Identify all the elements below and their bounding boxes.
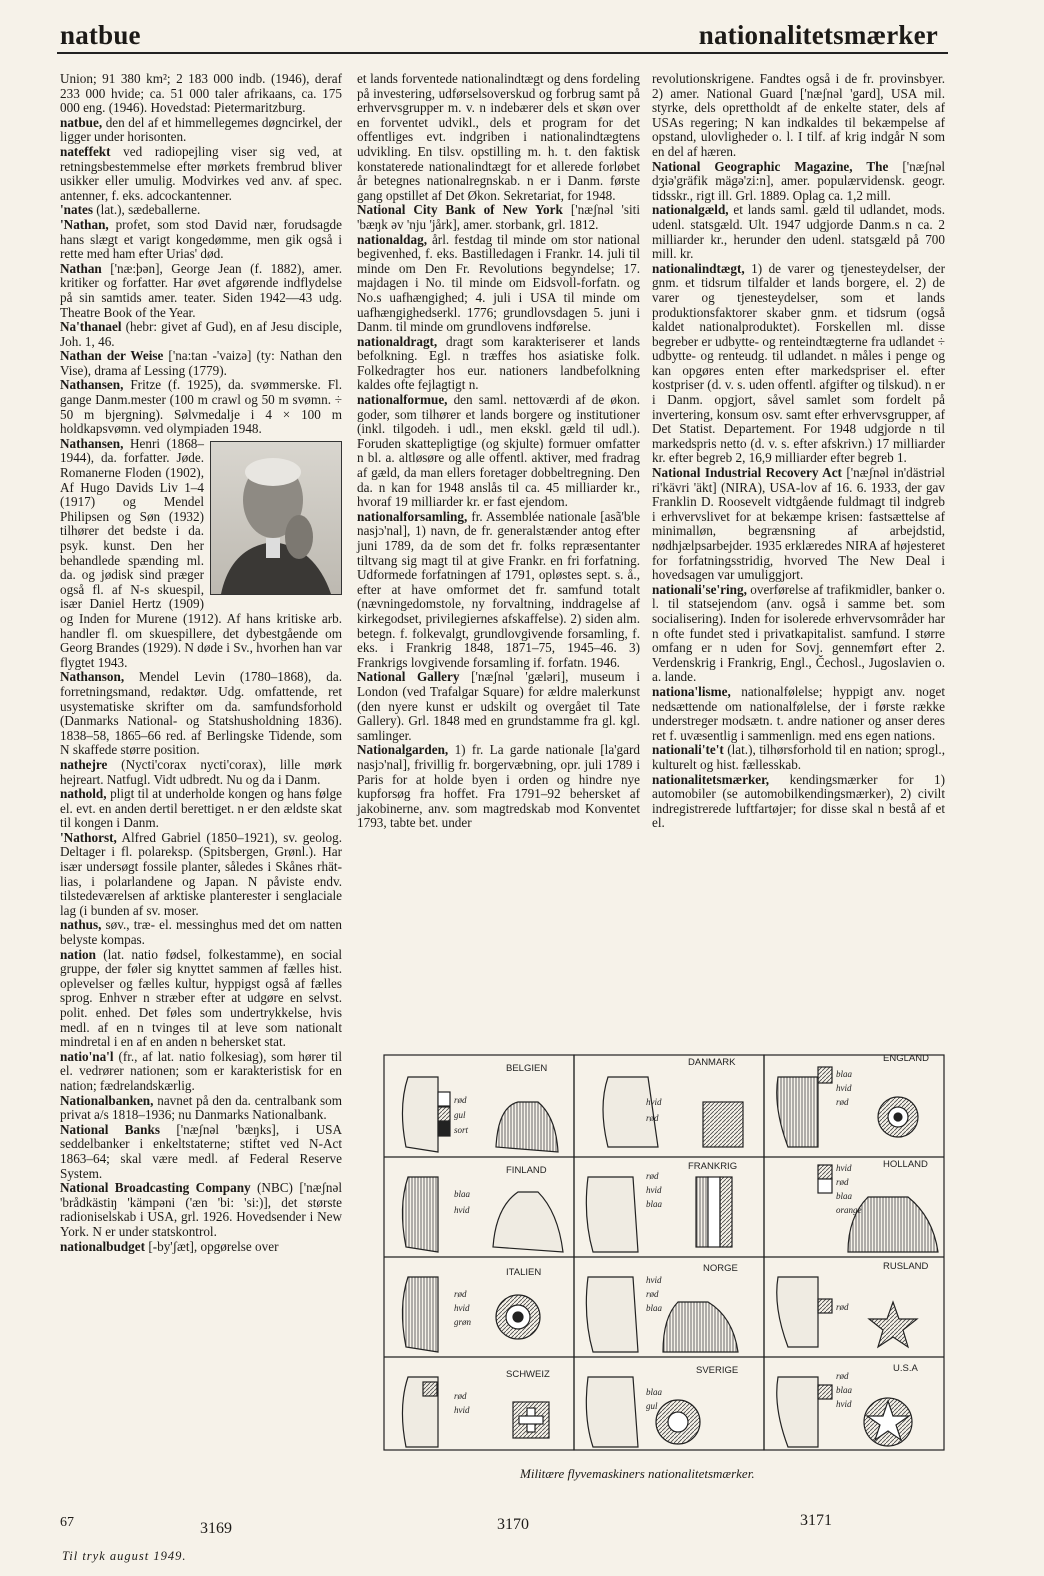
entry-headword: Nathanson, <box>60 669 125 685</box>
header-rule <box>57 52 948 54</box>
entry-text: ['næʃnəl 'bæŋks], i USA seddelbanker i enkeltstaterne; stiftet ved N-Act 1863–64; skal være medl. af Federal Reserve System. <box>60 1121 342 1181</box>
entry-text: ['næʃnəl in'dästriəl ri'kävri 'äkt] (NIRA), USA-lov af 16. 6. 1933, der gav Franklin D. Roosevelt vidtgående fuldmagt til indgreb i erhvervslivet for at bekæmpe krisen: fastsættelse af minimalløn, begrænsning af arbejdstid, nødhjælpsarbejder. 1935 erklæredes NIRA af højesteret for forfatningsstridig, hvorved The New Deal i hovedsagen var umuliggjort. <box>652 465 945 583</box>
entry-headword: Nathan der Weise <box>60 348 164 364</box>
entry-headword: 'Nathan, <box>60 216 109 232</box>
color-italien-3: grøn <box>454 1317 472 1327</box>
entry-text: 1) fr. La garde nationale [la'gard nasjɔ'nal], frivillig fr. borgervæbning, opr. juli 1789 i Paris for at holde byen i orden og hindre nye kupforsøg fra hoffet. Fra 1791–92 behersket af jakobinerne, anv. som magtredskab mod Konventet 1793, tabte bet. under <box>357 742 640 831</box>
color-holland-1: hvid <box>836 1163 852 1173</box>
entry-text: (NBC) ['næʃnəl 'brådkästiŋ 'kämpəni ('æn 'bi: 'si:)], det største radioniselskab i USA, grl. 1926. Hovedsender i New York. N er under statskontrol. <box>60 1180 342 1239</box>
dictionary-entry <box>60 670 342 758</box>
entry-text: Alfred Gabriel (1850–1921), sv. geolog. Deltager i fl. polareksp. (Spitsbergen, Grønl.). Har især undersøgt fossile planter, således i Skånes rhät-lias, i polarlandene og Japan. N påviste endv. tilstedeværelsen af arktiske planterester i senglaciale lag (i bunden af sv. moser. <box>60 829 342 918</box>
label-usa: U.S.A <box>893 1363 918 1374</box>
color-england-1: blaa <box>836 1069 853 1079</box>
entry-headword: Na'thanael <box>60 319 122 335</box>
color-finland-1: blaa <box>454 1189 471 1199</box>
color-usa-2: blaa <box>836 1385 853 1395</box>
entry-text: kendingsmærker for 1) automobiler (se automobilkendingsmærker), 2) civilt indregistrerede luftfartøjer; for disse skal n bestå af et el. <box>652 771 945 831</box>
column-1 <box>60 72 342 1254</box>
dictionary-entry <box>60 787 342 831</box>
color-usa-1: rød <box>836 1371 849 1381</box>
page-number-67: 67 <box>60 1515 74 1530</box>
entry-text: Fritze (f. 1925), da. svømmerske. Fl. gange Danm.mester (100 m crawl og 50 m svømn. ÷ 50 m bjergning). Sølvmedalje i 4 × 100 m holdkapsvømn. ved olympiaden 1948. <box>60 377 342 437</box>
entry-headword: nateffekt <box>60 143 111 159</box>
entry-headword: Nationalbanken, <box>60 1092 154 1108</box>
dictionary-entry <box>60 1050 342 1094</box>
color-frankrig-3: blaa <box>646 1199 663 1209</box>
color-frankrig-1: rød <box>646 1171 659 1181</box>
color-belgien-3: sort <box>454 1125 469 1135</box>
color-danmark-1: hvid <box>646 1097 662 1107</box>
color-rusland-1: rød <box>836 1302 849 1312</box>
page-number-3171: 3171 <box>800 1512 832 1529</box>
color-italien-2: hvid <box>454 1303 470 1313</box>
dictionary-entry <box>60 262 342 320</box>
color-norge-3: blaa <box>646 1303 663 1313</box>
color-frankrig-2: hvid <box>646 1185 662 1195</box>
label-norge: NORGE <box>703 1263 738 1274</box>
entry-headword: nathejre <box>60 756 108 772</box>
entry-headword: nationalitetsmærker, <box>652 771 770 787</box>
entry-text: Union; 91 380 km²; 2 183 000 indb. (1946), deraf 233 000 hvide; ca. 51 000 taler afrikaans, ca. 175 000 eng. (1946). Hovedstad: Pietermaritzburg. <box>60 71 342 116</box>
entry-headword: nationalindtægt, <box>652 260 745 276</box>
label-danmark: DANMARK <box>688 1057 736 1068</box>
entry-text: et lands saml. gæld til udlandet, mods. udenl. statsgæld. Ult. 1947 udgjorde Danm.s n ca. 2 milliarder kr., herunder den udenl. statsgæld på 700 mill. kr. <box>652 202 945 262</box>
entry-headword: National Geographic Magazine, The <box>652 158 889 174</box>
color-belgien-1: rød <box>454 1095 467 1105</box>
color-holland-4: orange <box>836 1205 862 1215</box>
entry-text: (fr., af lat. natio folkesiag), som hører til el. vedrører nationen; som er karakteristisk for en nation; fædrelandskærlig. <box>60 1048 342 1093</box>
entry-headword: nationaldag, <box>357 231 427 247</box>
dictionary-entry <box>652 466 945 583</box>
entry-text: (hebr: givet af Gud), en af Jesu disciple, Joh. 1, 46. <box>60 319 342 349</box>
dictionary-entry <box>60 758 342 787</box>
label-sverige: SVERIGE <box>696 1365 739 1376</box>
entry-text: overførelse af trafikmidler, banker o. l. til statsejendom (anv. også i samme bet. som socialisering). Inden for isolerede erhvervsområder har n ofte fundet sted i privatkapitalist. samfund. I større omfang er n uden for Sovj. gennemført efter 2. Verdenskrig i Frankrig, Engl., Čechosl., Jugoslavien o. a. lande. <box>652 581 945 685</box>
dictionary-entry <box>652 203 945 261</box>
color-finland-2: hvid <box>454 1205 470 1215</box>
dictionary-entry <box>60 1123 342 1181</box>
entry-text: ['næ:þən], George Jean (f. 1882), amer. kritiker og forfatter. Har øvet afgørende indflydelse på sin samtids amer. teater. Siden 1942—43 udg. Theatre Book of the Year. <box>60 260 342 320</box>
color-england-3: rød <box>836 1097 849 1107</box>
dictionary-entry <box>357 670 640 743</box>
print-date-note: Til tryk august 1949. <box>62 1549 187 1563</box>
color-schweiz-1: rød <box>454 1391 467 1401</box>
entry-text: et lands forventede nationalindtægt og dens fordeling på investering, udførselsoverskud og forbrug samt på erhvervsgrupper m. v. n indebærer dels et skøn over en forventet udvikl., dels et program for det offentliges evt. indgriben i nationalindtægtens udvikling. En tilsv. opstilling m. h. t. den faktisk konstaterede nationalindtægt for et allerede forløbet år betegnes nationalregnskab. n er i Danm. første gang opstillet af Det Økon. Sekretariat, for 1948. <box>357 71 640 203</box>
dictionary-entry <box>60 203 342 218</box>
entry-text: (lat. natio fødsel, folkestamme), en social gruppe, der føler sig knyttet sammen af fælles hist. oplevelser og fælles kultur, hyppigst også af fælles sprog. Enhver n stræber efter at udgøre en selvst. polit. enhed. Det føles som undertrykkelse, hvis medl. af en n tvinges til at leve som nationalt mindretal i en af en anden n behersket stat. <box>60 946 342 1050</box>
entry-headword: National Banks <box>60 1121 160 1137</box>
entry-text: dragt som karakteriserer et lands befolkning. Egl. n træffes hos asiatiske folk. Folkedragter hos eur. nationers landbefolkning kaldes ofte fejlagtigt n. <box>357 333 640 393</box>
entry-headword: National Industrial Recovery Act <box>652 465 842 481</box>
figure-caption: Militære flyvemaskiners nationalitetsmærker. <box>520 1466 755 1481</box>
entry-text: 1) de varer og tjenesteydelser, der gnm. et tidsrum tilfalder et lands borgere, el. 2) de varer og tjenesteydelser, som et lands produktionsfaktorer skaber gnm. et tidsrum (også kaldet nationalproduktet). Forskellen ml. disse begreber er udbytte- og renteindtægterne fra udlandet ÷ udbytte- og renteudg. til udlandet. n måles i penge og kan opgøres enten efter markedspriser el. efter kostpriser (d. v. s. uden offentl. afgifter og tilskud). n er i Danm. opgjort, såvel samlet som fordelt på invertering, konsum osv. samt efter erhvervsgrupper, af Det Statist. Departement. For 1948 udgjorde n til markedspris netto (d. v. s. efter afskrivn.) 17 milliarder kr. efter begreb 2, 16,9 milliarder efter begreb 1. <box>652 260 945 466</box>
entry-headword: National City Bank of New York <box>357 202 563 218</box>
dictionary-entry <box>60 320 342 349</box>
dictionary-entry <box>357 233 640 335</box>
entry-text: den saml. nettoværdi af de økon. goder, som tilhører et lands borgere og institutioner (inkl. tilgodeh. i udl., men ekskl. gæld til udl.). Foruden skattepligtige (og skjulte) formuer omfatter n bl. a. altløsøre og alle offentl. aktiver, med fradrag af gæld, da man ellers foretager dobbeltregning. Den da. n kan for 1948 anslås til ca. 45 milliarder kr., hvoraf 19 milliarder kr. er fast ejendom. <box>357 392 640 510</box>
dictionary-entry <box>60 116 342 145</box>
entry-text: (lat.), tilhørsforhold til en nation; sprogl., kulturelt og hist. fællesskab. <box>652 742 945 772</box>
entry-headword: Nathan <box>60 260 102 276</box>
entry-text: ['næʃnəl 'siti 'bæŋk əv 'nju 'jårk], amer. storbank, grl. 1812. <box>357 202 640 232</box>
entry-text: Mendel Levin (1780–1868), da. forretningsmand, redaktør. Udg. omfattende, ret usystematiske skrifter om da. samfundsforhold (Danmarks National- og Statshusholdning 1836). 1838–58, 1865–66 red. af Berlingske Tidende, som N skaffede større position. <box>60 669 342 758</box>
entry-headword: Nathansen, <box>60 435 124 451</box>
entry-text: (Nycti'corax nycti'corax), lille mørk hejreart. Natfugl. Vidt udbredt. Nu og da i Danm. <box>60 756 342 787</box>
entry-text: ['næʃnəl dʒiə'gräfik mägə'zi:n], amer. populærvidensk. geogr. tidsskr., rigt ill. Grl. 1889. Oplag ca. 1,2 mill. <box>652 158 945 203</box>
dictionary-entry <box>60 1181 342 1239</box>
color-danmark-2: rød <box>646 1113 659 1123</box>
entry-headword: nathold, <box>60 786 107 802</box>
entry-text: den del af et himmellegemes døgncirkel, der ligger under horisonten. <box>60 114 342 145</box>
entry-headword: 'Nathorst, <box>60 829 117 845</box>
entry-headword: nathus, <box>60 917 102 933</box>
dictionary-entry <box>652 160 945 204</box>
label-rusland: RUSLAND <box>883 1261 929 1272</box>
entry-headword: National Broadcasting Company <box>60 1180 251 1196</box>
dictionary-entry <box>60 1094 342 1123</box>
dictionary-entry <box>357 743 640 831</box>
color-holland-3: blaa <box>836 1191 853 1201</box>
entry-text: årl. festdag til minde om stor national begivenhed, f. eks. Bastilledagen i Frankr. 14. juli til minde om Den Fr. Revolutions begyndelse; 17. majdagen i No. til minde om Eidsvoll-forfatn. og No.s uafhængighed; 4. juli i USA til minde om uafhængighedserkl. 1776; grundlovsdagen 5. juni i Danm. til minde om grundlovens indførelse. <box>357 231 640 335</box>
entry-text: nationalfølelse; hyppigt anv. noget nedsættende om nationalfølelse, der i første række understreger modsætn. t. andre nationer og anser deres ret f. uvæsentlig i sammenlign. med ens egen nations. <box>652 683 945 743</box>
entry-headword: National Gallery <box>357 669 460 685</box>
label-belgien: BELGIEN <box>506 1063 548 1074</box>
color-holland-2: rød <box>836 1177 849 1187</box>
dictionary-entry <box>60 831 342 919</box>
dictionary-entry <box>60 72 342 116</box>
label-schweiz: SCHWEIZ <box>506 1369 550 1380</box>
aircraft-markings-figure <box>378 1047 950 1465</box>
entry-headword: Nathansen, <box>60 377 124 393</box>
entry-text: søv., træ- el. messinghus med det om natten belyste kompas. <box>60 917 342 948</box>
entry-headword: natio'na'l <box>60 1048 114 1064</box>
dictionary-entry <box>652 685 945 743</box>
entry-text: ['næʃnəl 'gæləri], museum i London (ved Trafalgar Square) for ældre malerkunst (den nyere kunst er udskilt og overgået til Tate Gallery). Grl. 1848 med en grundstamme fra gl. kgl. samlinger. <box>357 669 640 743</box>
dictionary-entry <box>60 145 342 203</box>
dictionary-entry <box>652 72 945 160</box>
dictionary-entry <box>60 349 342 378</box>
color-sverige-2: gul <box>646 1401 658 1411</box>
dictionary-entry <box>357 510 640 671</box>
dictionary-entry <box>652 262 945 466</box>
column-2 <box>357 72 640 831</box>
header-right-word: nationalitetsmærker <box>698 20 938 50</box>
dictionary-entry-with-portrait <box>60 437 342 671</box>
color-belgien-2: gul <box>454 1110 466 1120</box>
entry-text: ['na:tan -'vaizə] (ty: Nathan den Vise), drama af Lessing (1779). <box>60 348 343 378</box>
entry-headword: nationalforsamling, <box>357 508 468 524</box>
color-norge-2: rød <box>646 1289 659 1299</box>
entry-headword: nationa'lisme, <box>652 683 731 699</box>
entry-headword: nationaldragt, <box>357 333 438 349</box>
color-italien-1: rød <box>454 1289 467 1299</box>
page-number-3170: 3170 <box>497 1516 529 1533</box>
entry-text: fr. Assemblée nationale [asã'ble nasjɔ'nal], 1) navn, de fr. generalstænder antog efter juni 1789, da de som det fr. folks repræsentanter tiltvang sig magt til at give Frankr. en fri forfatning. Udformede forfatningen af 1791, opløstes sept. s. å., efter at have omformet det fr. samfund totalt (nævningedomstole, ny forvaltning, inddragelse af kirkegodset, privilegiernes afskaffelse). 2) siden alm. betegn. f. folkevalgt, grundlovgivende forsamling, f. eks. i Frankrig 1848, 1871–75, 1945–46. 3) Frankrigs lovgivende forsamling if. forfatn. 1946. <box>357 508 640 670</box>
color-sverige-1: blaa <box>646 1387 663 1397</box>
color-england-2: hvid <box>836 1083 852 1093</box>
entry-headword: natbue, <box>60 114 103 130</box>
dictionary-entry <box>60 218 342 262</box>
entry-text: profet, som stod David nær, forudsagde hans slægt et varigt kongedømme, men gik også i rette med ham efter Urias' død. <box>60 216 342 262</box>
entry-headword: nationalformue, <box>357 392 448 408</box>
entry-text: ved radiopejling viser sig ved, at retningsbestemmelse efter mørkets frembrud bliver usikker eller umulig. Modvirkes ved anv. af spec. antenner, f. eks. adcockantenner. <box>60 143 342 203</box>
entry-headword: Nationalgarden, <box>357 742 449 758</box>
dictionary-entry <box>357 335 640 393</box>
dictionary-entry <box>60 1240 342 1255</box>
header-left-word: natbue <box>60 20 141 50</box>
entry-text: [-by'ʃæt], opgørelse over <box>145 1238 279 1254</box>
entry-text: revolutionskrigene. Fandtes også i de fr. provinsbyer. 2) amer. National Guard ['næʃnəl 'gard], USA mil. styrke, dels oprettholdt af de enkelte stater, dels af USAs regering; N kan indkaldes til bekæmpelse af opstand, ulovligheder o. l. I tilf. af krig indgår N som en del af hæren. <box>652 71 945 159</box>
dictionary-entry <box>652 583 945 685</box>
color-schweiz-2: hvid <box>454 1405 470 1415</box>
label-frankrig: FRANKRIG <box>688 1161 738 1172</box>
label-italien: ITALIEN <box>506 1267 542 1278</box>
label-holland: HOLLAND <box>883 1159 928 1170</box>
dictionary-entry <box>357 203 640 232</box>
entry-text: navnet på den da. centralbank som privat a/s 1818–1936; nu Danmarks Nationalbank. <box>60 1092 342 1123</box>
dictionary-entry <box>652 773 945 831</box>
entry-headword: 'nates <box>60 202 93 218</box>
entry-text: pligt til at underholde kongen og hans følge el. evt. en anden dertil berettiget. n er den ældste skat til kongen i Danm. <box>60 786 342 831</box>
entry-headword: nationalgæld, <box>652 202 729 218</box>
color-usa-3: hvid <box>836 1399 852 1409</box>
henri-nathansen-portrait <box>210 441 342 595</box>
dictionary-entry <box>60 948 342 1050</box>
entry-text: Henri (1868–1944), da. forfatter. Jøde. Romanerne Floden (1902), Af Hugo Davids Liv 1–4 (1917) og Mendel Philipsen og Søn (1932) tilhører det bedste i da. psyk. kunst. Den her behandlede spænding ml. da. og jødisk sind præger også fl. af N-s skuespil, især Daniel Hertz (1909) og Inden for Murene (1912). Af hans kritiske arb. handler fl. om skuespillere, det dybestgående om Georg Brandes (1929). N døde i Sv., hvorhen han var flygtet 1943. <box>60 435 342 670</box>
entry-text: (lat.), sædeballerne. <box>92 202 201 218</box>
dictionary-entry <box>357 393 640 510</box>
entry-headword: nationali'se'ring, <box>652 581 747 597</box>
label-england: ENGLAND <box>883 1053 929 1064</box>
label-finland: FINLAND <box>506 1165 547 1176</box>
entry-headword: nationali'te't <box>652 742 724 758</box>
dictionary-entry <box>652 743 945 772</box>
dictionary-entry <box>60 378 342 436</box>
entry-headword: nationalbudget <box>60 1238 146 1254</box>
entry-headword: nation <box>60 946 96 962</box>
color-norge-1: hvid <box>646 1275 662 1285</box>
column-3 <box>652 72 945 831</box>
dictionary-entry <box>60 918 342 947</box>
dictionary-entry <box>357 72 640 203</box>
page-number-3169: 3169 <box>200 1520 232 1537</box>
